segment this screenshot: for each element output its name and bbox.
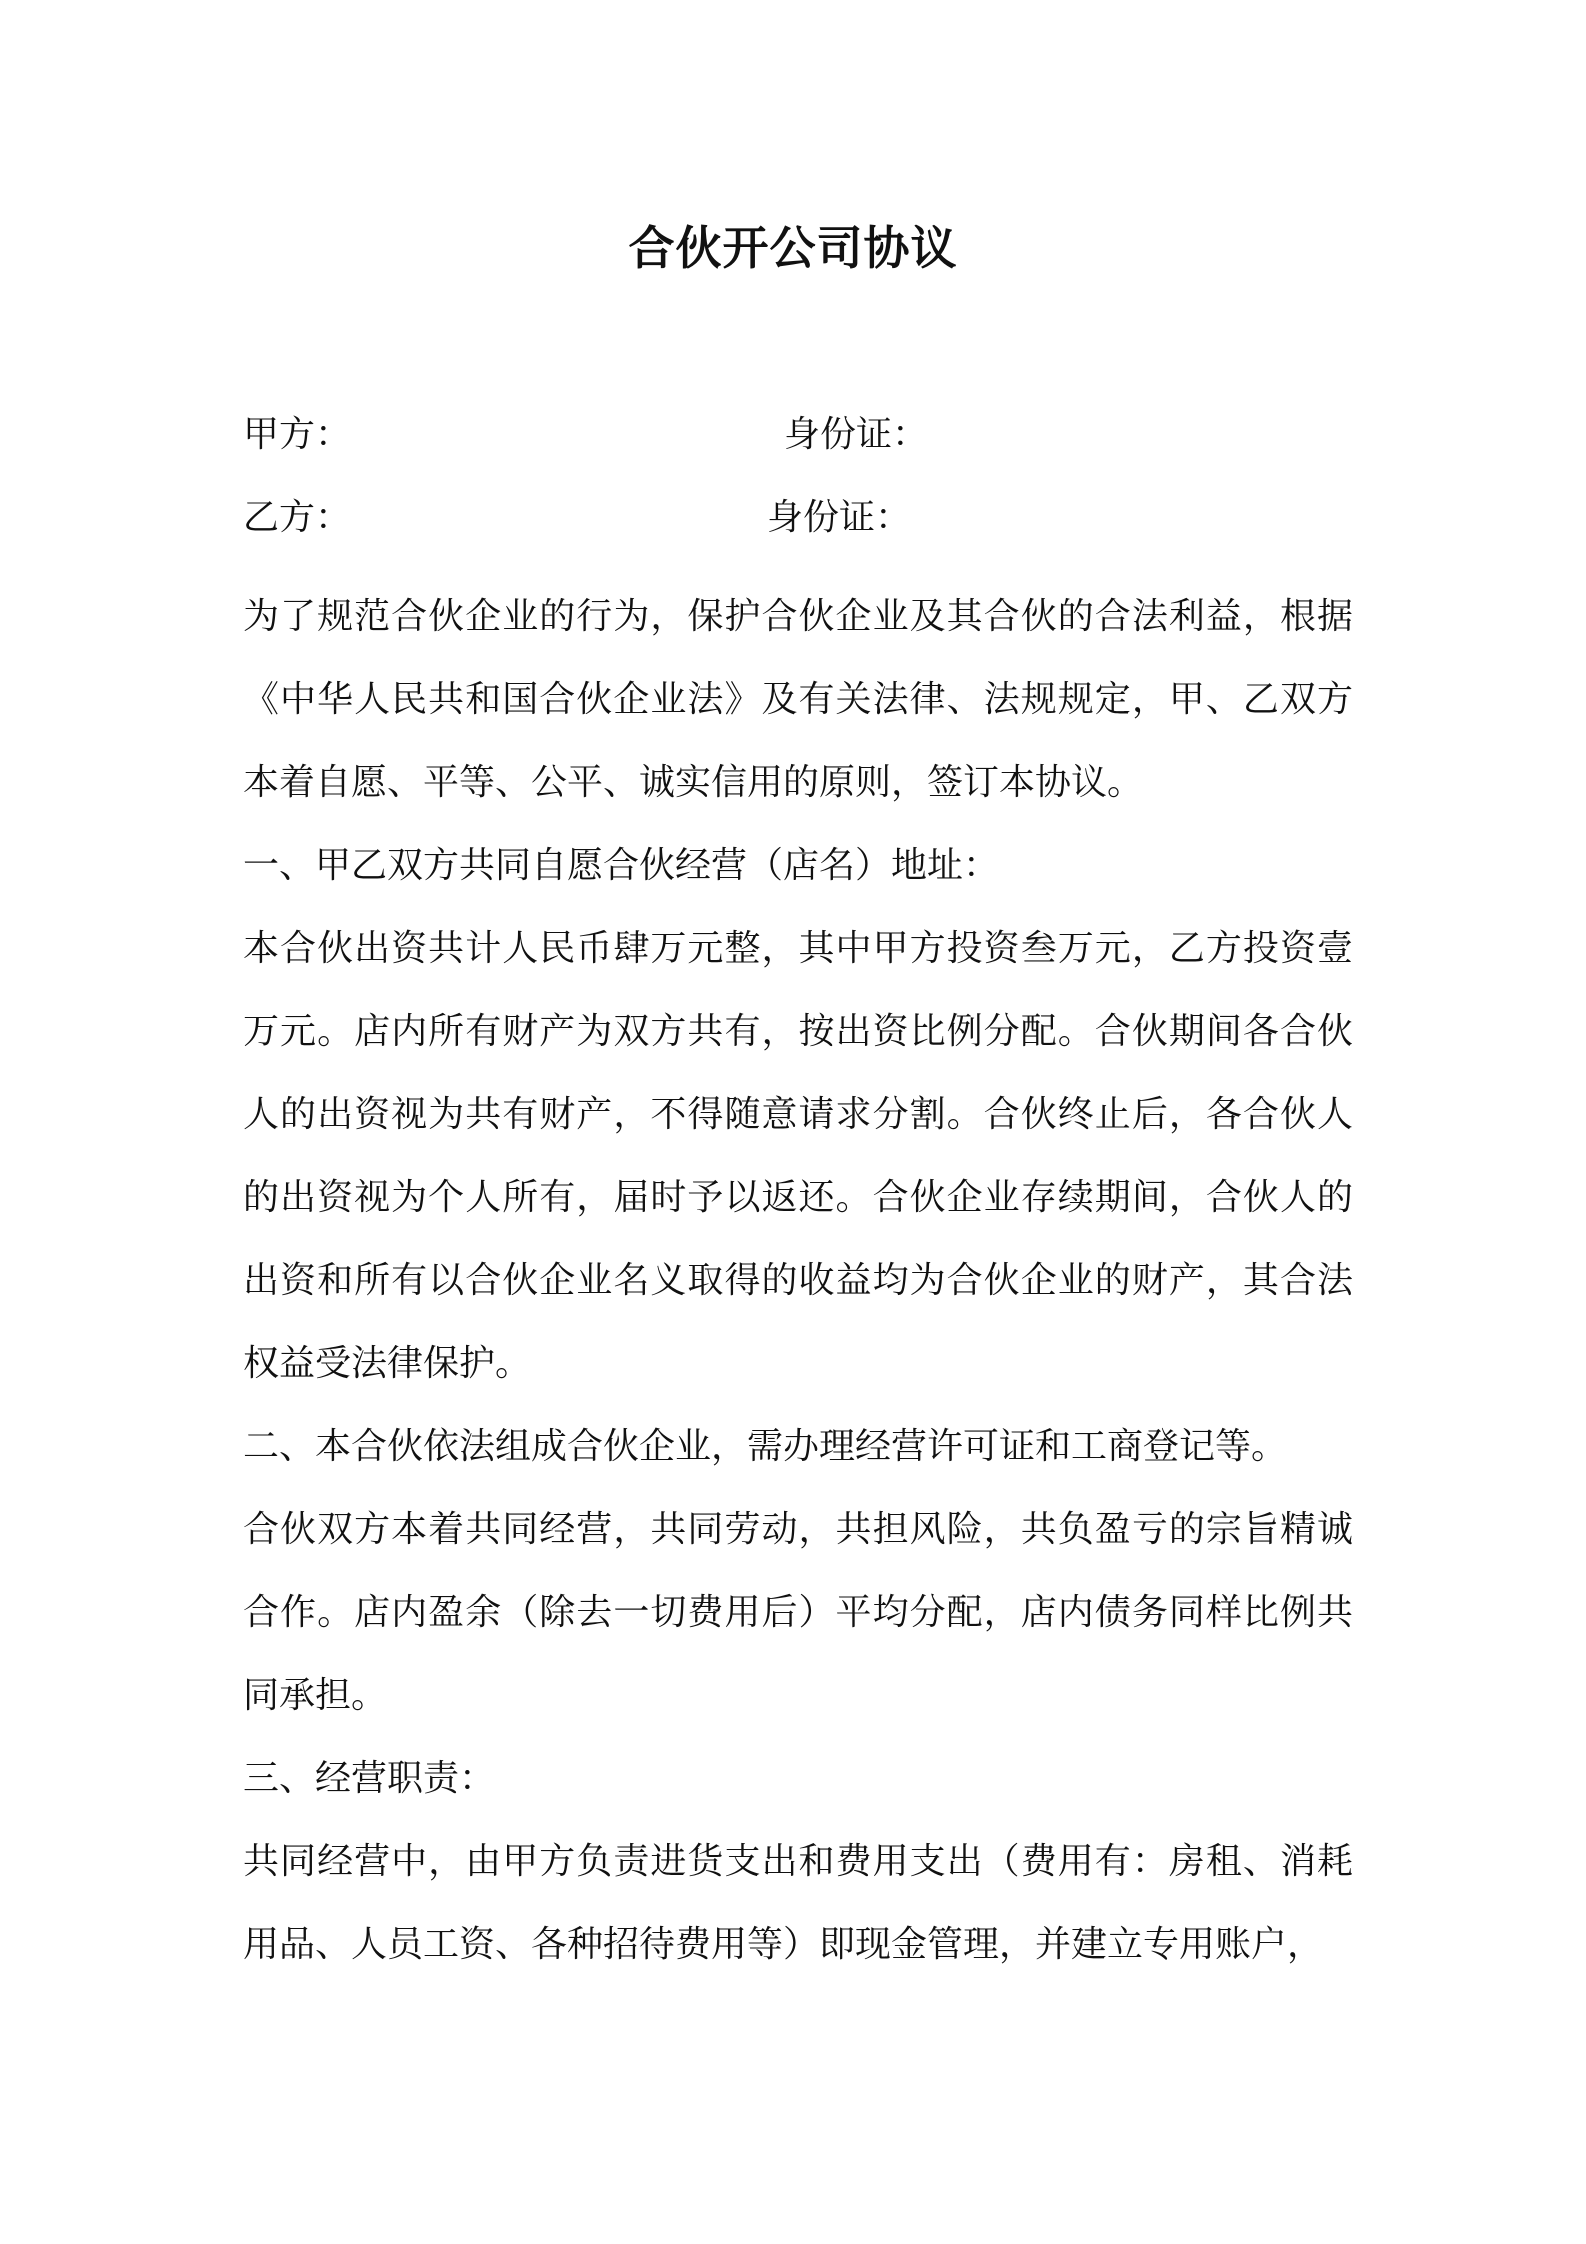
party-b-id-label: 身份证： (767, 497, 912, 538)
section-three-heading: 三、经营职责： (243, 1758, 496, 1799)
document-body (243, 575, 1353, 1986)
party-a-id-label: 身份证： (784, 414, 929, 455)
investment-paragraph: 本合伙出资共计人民币肆万元整，其中甲方投资叁万元，乙方投资壹万元。店内所有财产为双方共有，按出资比例分配。合伙期间各合伙人的出资视为共有财产，不得随意请求分割。合伙终止后，各合伙人的出资视为个人所有，届时予以返还。合伙企业存续期间，合伙人的出资和所有以合伙企业名义取得的收益均为合伙企业的财产，其合法权益受法律保护。 (243, 928, 1353, 1384)
party-a-label: 甲方： (243, 414, 352, 455)
cooperation-paragraph: 合伙双方本着共同经营，共同劳动，共担风险，共负盈亏的宗旨精诚合作。店内盈余（除去一切费用后）平均分配，店内债务同样比例共同承担。 (243, 1509, 1353, 1716)
party-a-row (243, 410, 1353, 460)
preamble-paragraph: 为了规范合伙企业的行为，保护合伙企业及其合伙的合法利益，根据《中华人民共和国合伙企业法》及有关法律、法规规定，甲、乙双方本着自愿、平等、公平、诚实信用的原则，签订本协议。 (243, 596, 1353, 803)
party-b-label: 乙方： (243, 497, 352, 538)
section-one-heading: 一、甲乙双方共同自愿合伙经营（店名）地址： (243, 845, 1000, 886)
duties-paragraph: 共同经营中，由甲方负责进货支出和费用支出（费用有：房租、消耗用品、人员工资、各种招待费用等）即现金管理，并建立专用账户， (243, 1841, 1353, 1965)
party-b-row (243, 493, 1353, 543)
document-title: 合伙开公司协议 (628, 221, 958, 275)
section-two-heading: 二、本合伙依法组成合伙企业，需办理经营许可证和工商登记等。 (243, 1426, 1288, 1467)
